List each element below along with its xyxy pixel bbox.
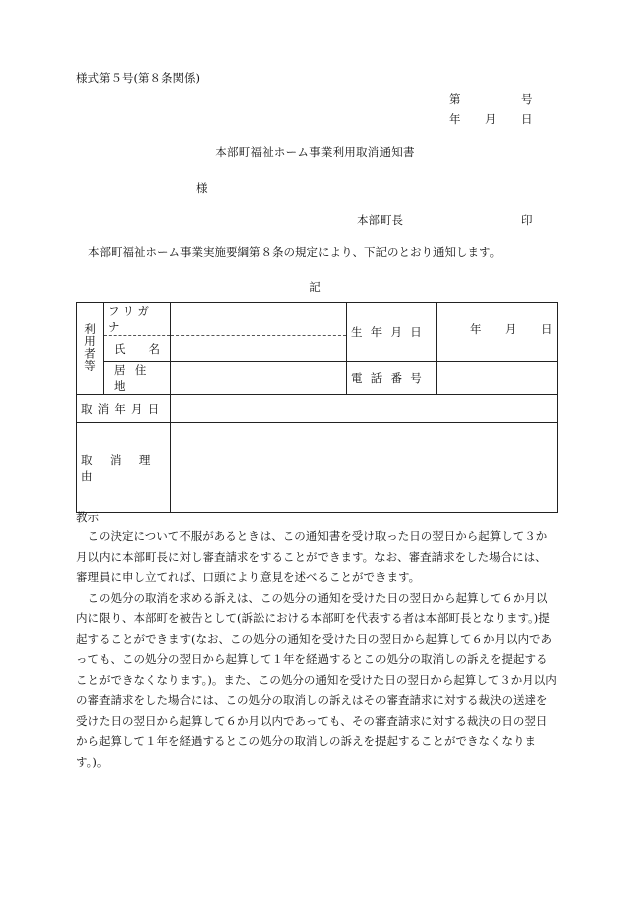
birthdate-field[interactable] [437,303,558,362]
date-day: 日 [521,112,533,126]
birth-day-label: 日 [541,322,553,336]
name-label: 氏 名 [104,336,171,362]
cancellation-form-table [76,302,558,513]
cancel-reason-field[interactable] [171,423,558,513]
phone-field[interactable] [437,362,558,395]
address-label: 居 住 地 [104,362,171,395]
notice-body [76,526,557,772]
name-field[interactable] [171,336,347,362]
intro-text: 本部町福祉ホーム事業実施要綱第８条の規定により、下記のとおり通知します。 [88,245,502,259]
notice-paragraph-2: この処分の取消を求める訴えは、この処分の通知を受けた日の翌日から起算して６か月以内に限り、本部町を被告として(訴訟における本部町を代表する者は本部町長となります。)提起することができます(なお、この処分の通知を受けた日の翌日から起算して６か月以内であっても、この処分の翌日から起算して１年を経過するとこの処分の取消しの訴えを提起することができなくなります。)。また、この処分の通知を受けた日の翌日から起算して３か月以内の審査請求をした場合には、この処分の取消しの訴えはその審査請求に対する裁決の送達を受けた日の翌日から起算して６か月以内であっても、その審査請求に対する裁決の日の翌日から起算して１年を経過するとこの処分の取消しの訴えを提起することができなくなります。)。 [76,590,557,769]
user-group-label [77,303,104,395]
cancel-date-label: 取消年月日 [77,395,171,423]
seal-mark: 印 [521,213,533,227]
address-field[interactable] [171,362,347,395]
addressee-suffix: 様 [196,181,208,195]
birth-year-label: 年 [470,322,482,336]
issuer-name: 本部町長 [357,213,403,227]
date-year: 年 [449,112,461,126]
cancel-date-field[interactable] [171,395,558,423]
phone-label: 電 話 番 号 [347,362,437,395]
birth-month-label: 月 [505,322,517,336]
form-number: 様式第５号(第８条関係) [76,71,200,85]
doc-number-prefix: 第 [449,92,461,106]
birthdate-label: 生 年 月 日 [347,303,437,362]
ki-label: 記 [309,280,321,294]
notice-paragraph-1: この決定について不服があるときは、この通知書を受け取った日の翌日から起算して３か月以内に本部町長に対し審査請求をすることができます。なお、審査請求をした場合には、審理員に申し立てれば、口頭により意見を述べることができます。 [76,529,548,584]
date-month: 月 [485,112,497,126]
user-group-text: 利用者等 [83,322,97,372]
furigana-label: フリガナ [104,303,171,336]
cancel-reason-label: 取 消 理 由 [77,423,171,513]
notice-heading: 教示 [76,510,99,524]
page-title: 本部町福祉ホーム事業利用取消通知書 [215,145,415,159]
doc-number-suffix: 号 [521,92,533,106]
furigana-field[interactable] [171,303,347,336]
